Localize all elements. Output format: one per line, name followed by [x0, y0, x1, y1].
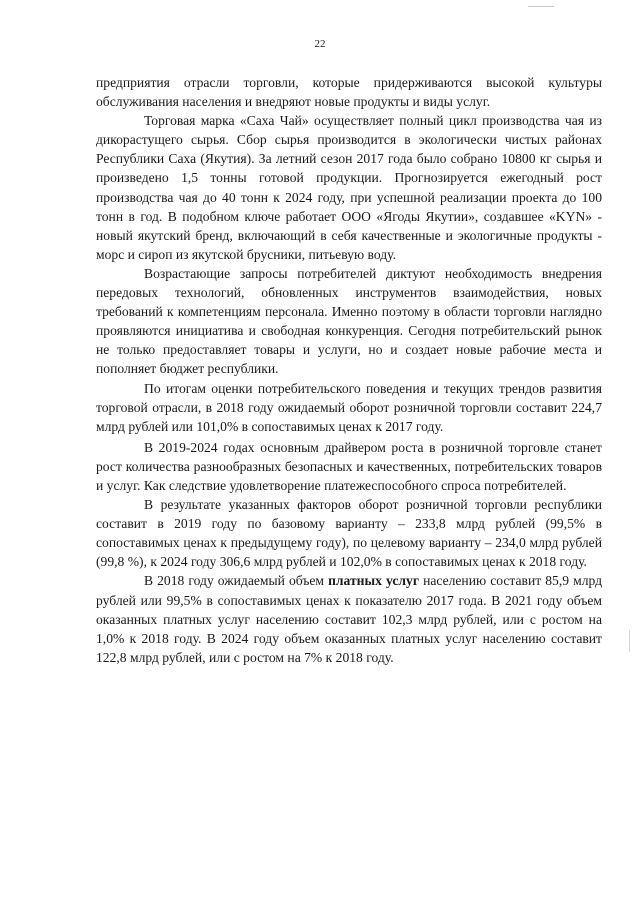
document-body	[96, 73, 602, 667]
page-number: 22	[314, 38, 326, 50]
paid-services-text-before: В 2018 году ожидаемый объем	[144, 573, 329, 589]
paragraph-paid-services	[96, 571, 602, 666]
paragraph-retail-turnover-2018: По итогам оценки потребительского поведения и текущих трендов развития торговой отрасли, в 2018 году ожидаемый оборот розничной торговли составит 224,7 млрд рублей или 101,0% в сопоставимых ценах к 2017 году.	[96, 380, 602, 434]
paragraph-turnover-forecast: В результате указанных факторов оборот розничной торговли республики составит в 2019 году по базовому варианту – 233,8 млрд рублей (99,5% в сопоставимых ценах к предыдущему году), по целевому варианту – 234,0 млрд рублей (99,8 %), к 2024 году 306,6 млрд рублей и 102,0% в сопоставимых ценах к 2018 году.	[96, 497, 602, 570]
paragraph-saha-tea: Торговая марка «Саха Чай» осуществляет полный цикл производства чая из дикорастущего сырья. Сбор сырья производится в экологически чистых районах Республики Саха (Якутия). За летний сезон 2017 года было собрано 10800 кг сырья и произведено 1,5 тонны готовой продукции. Прогнозируется ежегодный рост производства чая до 40 тонн к 2024 году, при успешной реализации проекта до 100 тонн в год. В подобном ключе работает ООО «Ягоды Якутии», создавшее «KYN» - новый якутский бренд, включающий в себя качественные и экологичные продукты - морс и сироп из якутской брусники, питьевую воду.	[96, 113, 602, 262]
scan-artifact-line	[528, 6, 554, 7]
scan-artifact-mark	[629, 630, 630, 652]
paragraph-consumer-demand: Возрастающие запросы потребителей диктуют необходимость внедрения передовых технологий, обновленных инструментов взаимодействия, новых требований к компетенциям персонала. Именно поэтому в области торговли наглядно проявляются инициатива и свободная конкуренция. Сегодня потребительский рынок не только предоставляет товары и услуги, но и создает новые рабочие места и пополняет бюджет республики.	[96, 265, 602, 377]
paid-services-text-after: населению составит 85,9 млрд рублей или 99,5% в сопоставимых ценах к показателю 2017 года. В 2021 году объем оказанных платных услуг населению составит 102,3 млрд рублей, или с ростом на 1,0% к 2018 году. В 2024 году объем оказанных платных услуг населению составит 122,8 млрд рублей, или с ростом на 7% к 2018 году.	[96, 573, 603, 665]
paragraph-continuation: предприятия отрасли торговли, которые придерживаются высокой культуры обслуживания населения и внедряют новые продукты и виды услуг.	[96, 75, 602, 110]
paid-services-bold-term: платных услуг	[328, 573, 419, 589]
paragraph-growth-driver: В 2019-2024 годах основным драйвером роста в розничной торговле станет рост количества разнообразных безопасных и качественных, потребительских товаров и услуг. Как следствие удовлетворение платежеспособного спроса потребителей.	[96, 439, 602, 493]
